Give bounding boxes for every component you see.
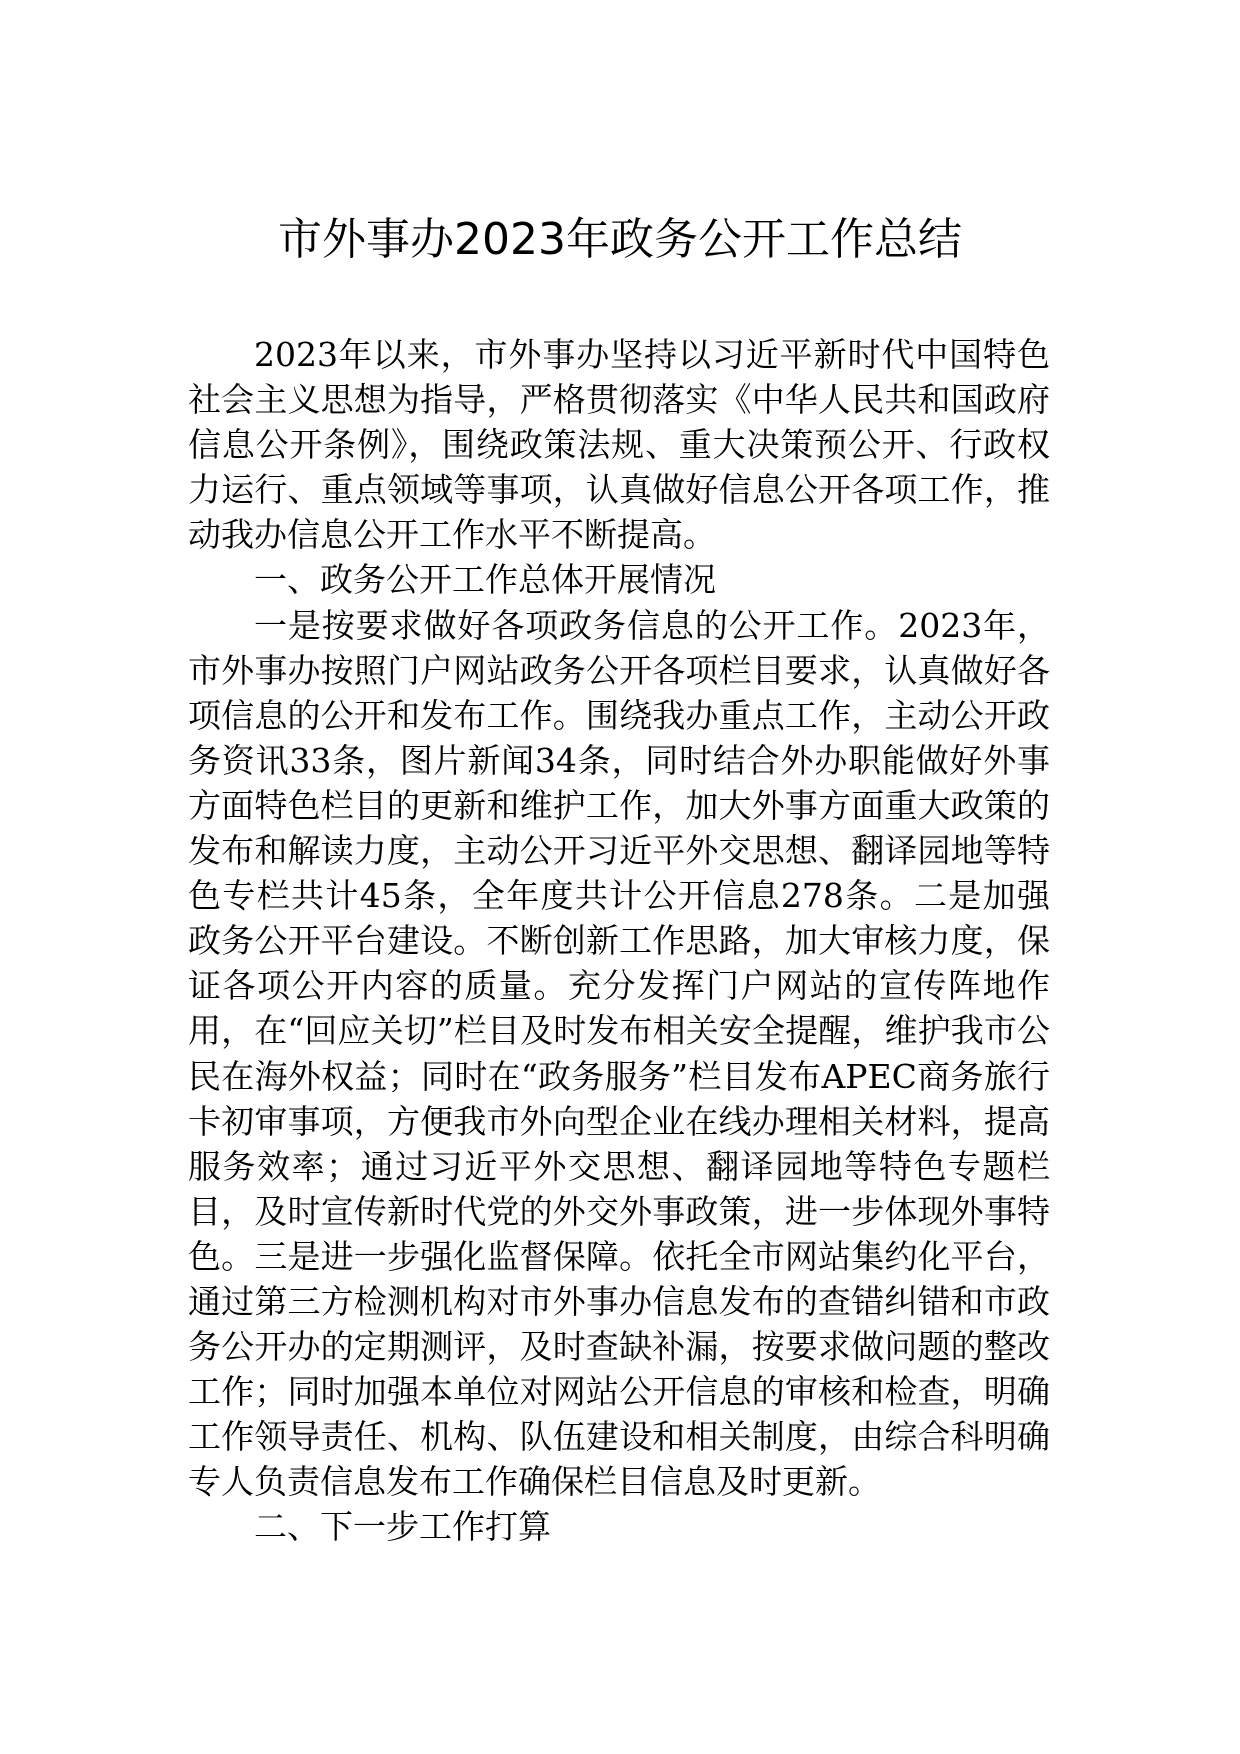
- section-heading-1: 一、政务公开工作总体开展情况: [254, 560, 716, 600]
- document-title: 市外事办2023年政务公开工作总结: [278, 214, 962, 265]
- section-heading-2: 二、下一步工作打算: [254, 1507, 551, 1547]
- intro-paragraph: 2023年以来，市外事办坚持以习近平新时代中国特色社会主义思想为指导，严格贯彻落实《中华人民共和国政府信息公开条例》，围绕政策法规、重大决策预公开、行政权力运行、重点领域等事项，认真做好信息公开各项工作，推动我办信息公开工作水平不断提高。: [188, 335, 1050, 555]
- document-body: [188, 332, 1050, 1550]
- section-1-paragraph: 一是按要求做好各项政务信息的公开工作。2023年，市外事办按照门户网站政务公开各项栏目要求，认真做好各项信息的公开和发布工作。围绕我办重点工作，主动公开政务资讯33条，图片新闻34条，同时结合外办职能做好外事方面特色栏目的更新和维护工作，加大外事方面重大政策的发布和解读力度，主动公开习近平外交思想、翻译园地等特色专栏共计45条，全年度共计公开信息278条。二是加强政务公开平台建设。不断创新工作思路，加大审核力度，保证各项公开内容的质量。充分发挥门户网站的宣传阵地作用，在“回应关切”栏目及时发布相关安全提醒，维护我市公民在海外权益；同时在“政务服务”栏目发布APEC商务旅行卡初审事项，方便我市外向型企业在线办理相关材料，提高服务效率；通过习近平外交思想、翻译园地等特色专题栏目，及时宣传新时代党的外交外事政策，进一步体现外事特色。三是进一步强化监督保障。依托全市网站集约化平台，通过第三方检测机构对市外事办信息发布的查错纠错和市政务公开办的定期测评，及时查缺补漏，按要求做问题的整改工作；同时加强本单位对网站公开信息的审核和检查，明确工作领导责任、机构、队伍建设和相关制度，由综合科明确专人负责信息发布工作确保栏目信息及时更新。: [188, 605, 1050, 1502]
